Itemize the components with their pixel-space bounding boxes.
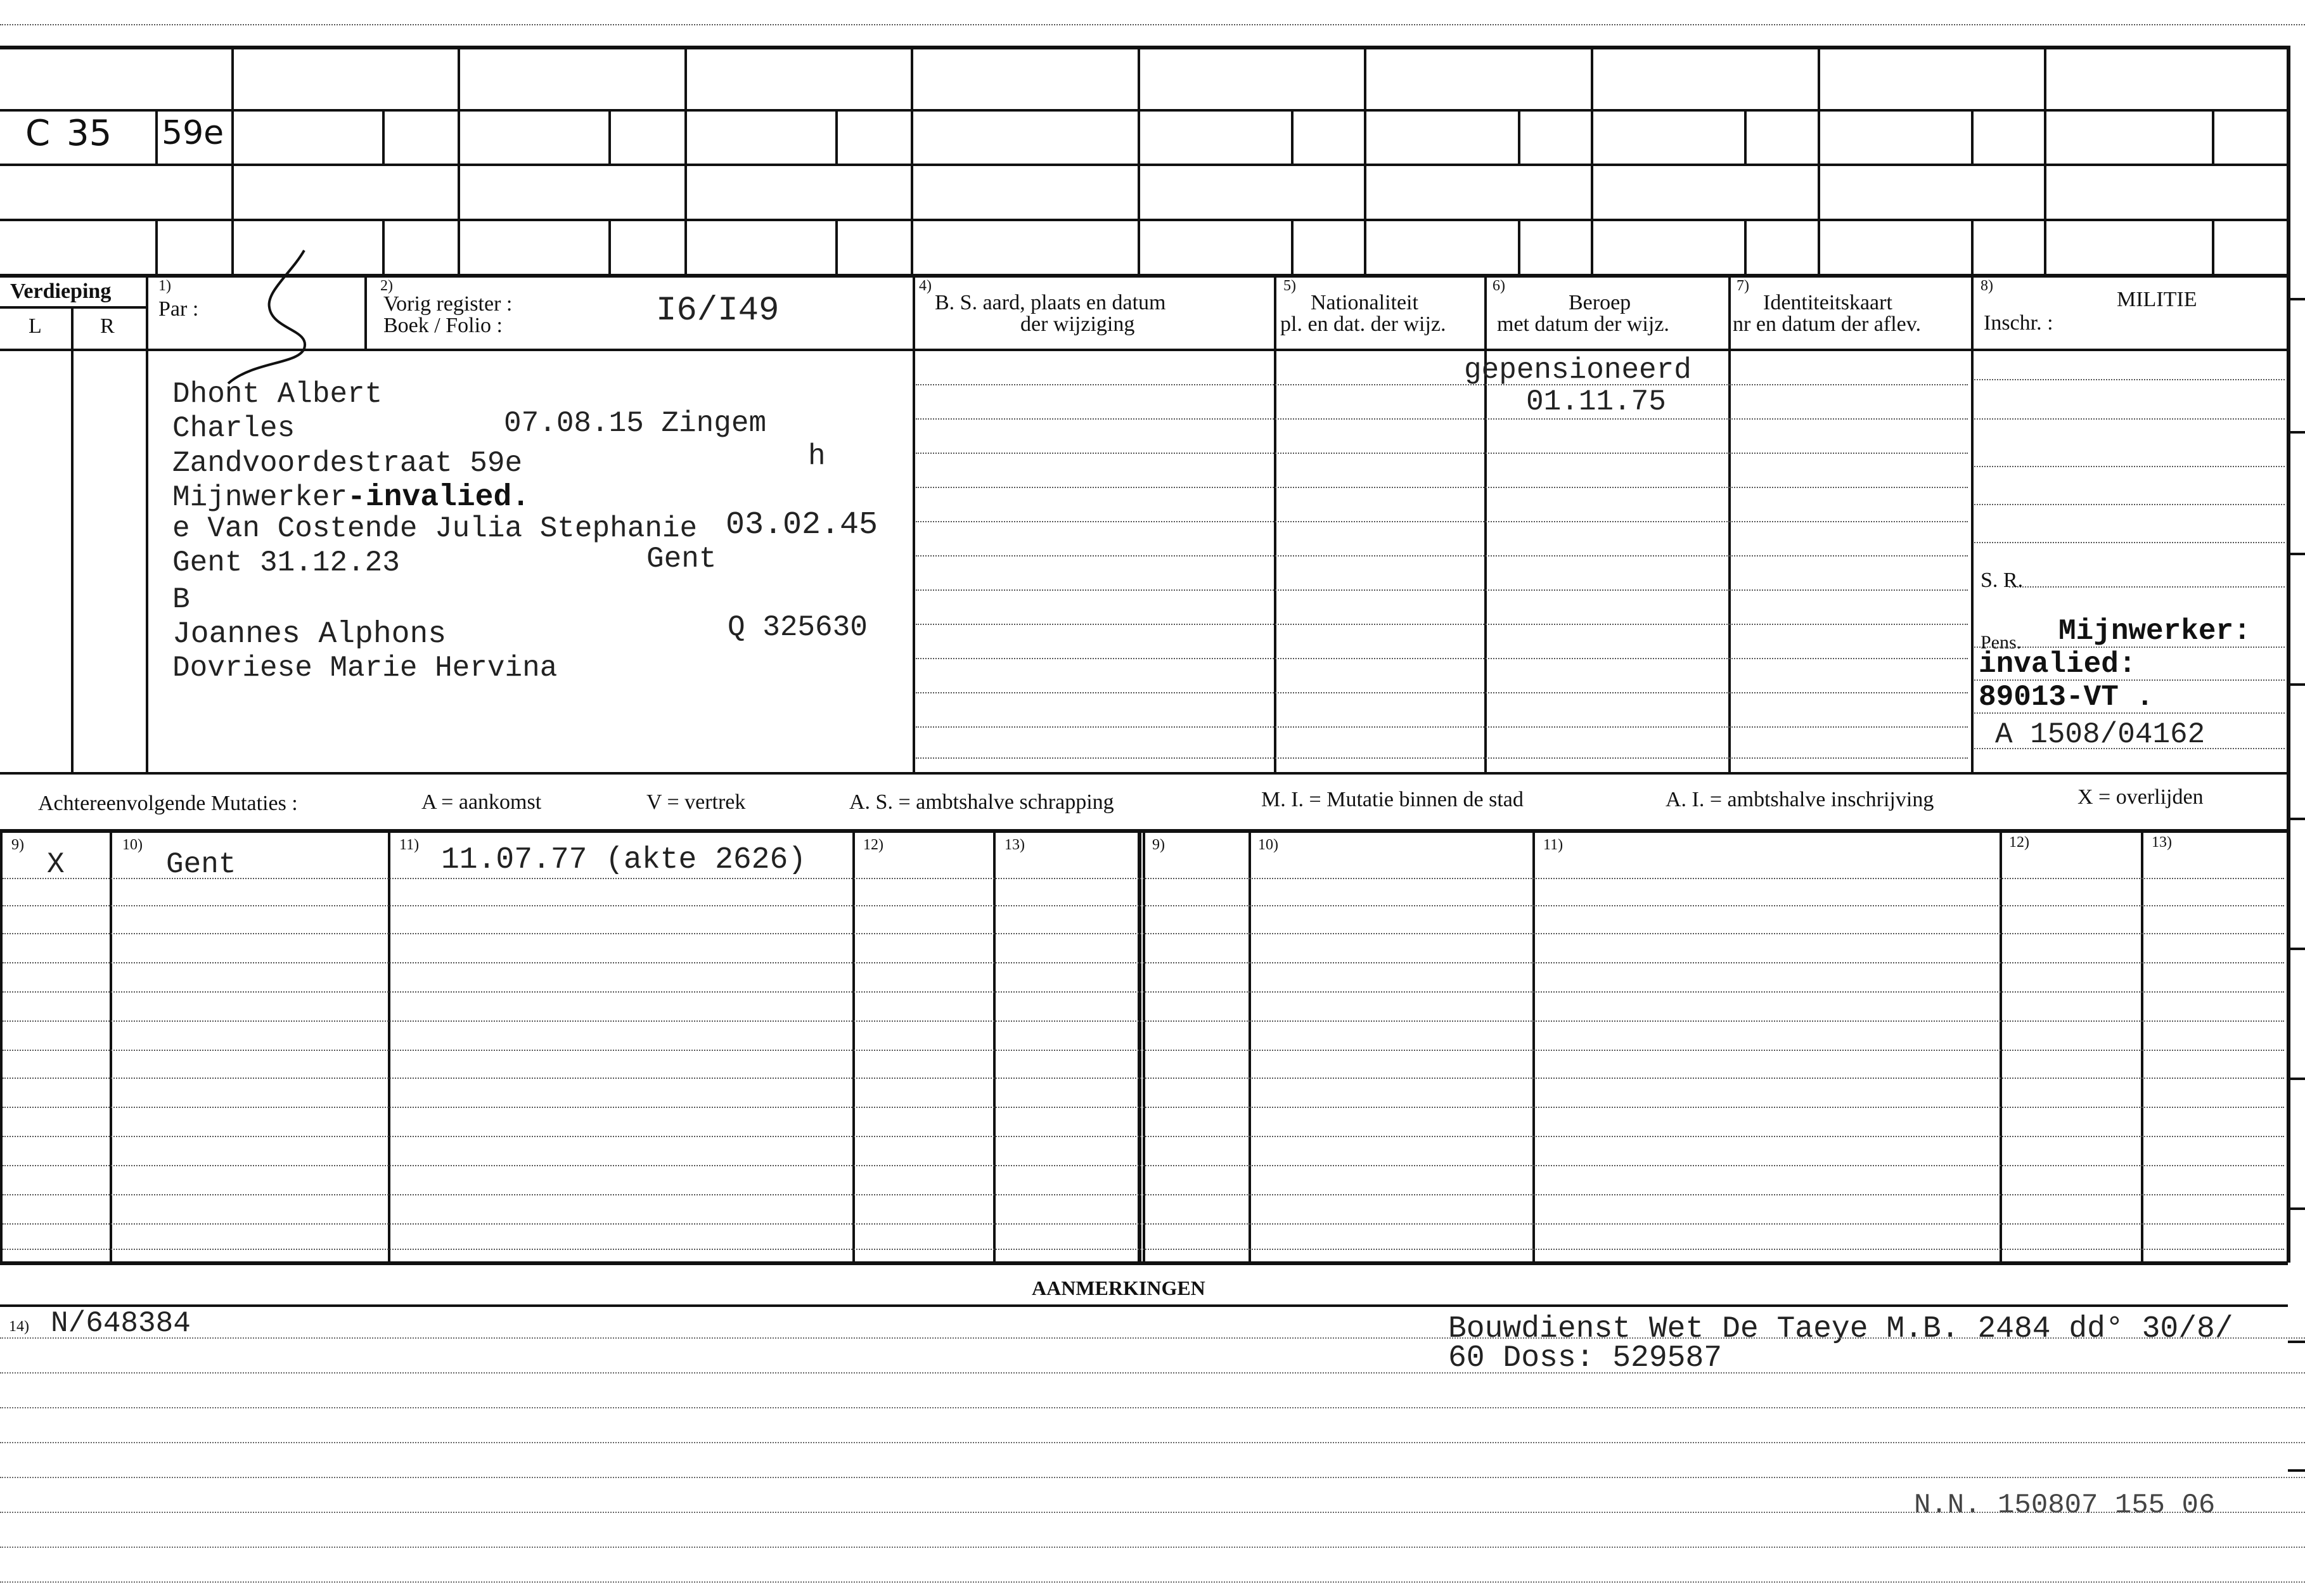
header-identiteitskaart: Identiteitskaart [1763,291,1892,314]
header-bottom-line [0,349,2288,351]
militie-sr: S. R. [1981,569,2024,592]
person-name: Dhont Albert [172,378,383,411]
person-marriage-date: 03.02.45 [726,507,878,543]
grid-col [1818,46,1820,274]
mutaties-title: Achtereenvolgende Mutaties : [38,792,298,815]
header-nationaliteit: Nationaliteit [1311,291,1418,314]
header-verdieping: Verdieping [10,280,112,303]
header-par: Par : [158,297,199,321]
person-spouse: e Van Costende Julia Stephanie [172,512,698,545]
aanmerkingen-title: AANMERKINGEN [1032,1277,1205,1299]
mutatie-place: Gent [166,848,236,881]
handwritten-mark [215,247,317,393]
person-birth: 07.08.15 Zingem [504,407,767,440]
mutatie-date: 11.07.77 (akte 2626) [441,843,807,877]
grid-bottom-line [0,274,2288,278]
mutaties-bottom-line [0,1261,2288,1265]
militie-ref: A 1508/04162 [1995,718,2205,751]
beroep-value: gepensioneerd [1464,354,1692,387]
nn-number: N.N. 150807 155 06 [1914,1490,2216,1521]
section-bottom-line [0,772,2288,775]
code-letter: C [25,113,51,154]
person-father: Joannes Alphons [172,617,447,652]
col-l-r-divider [71,306,74,772]
militie-pens-1: Mijnwerker: [2058,615,2251,648]
grid-line [0,109,2288,112]
col-divider [146,274,148,772]
header-inschr: Inschr. : [1984,311,2053,335]
top-edge [0,24,2305,25]
col-divider [1274,274,1276,772]
mutatie-type: X [47,848,65,881]
person-occupation: Mijnwerker-invalied. [172,480,530,515]
grid-line [0,219,2288,221]
header-l: L [29,314,42,338]
grid-right-edge [2287,46,2290,274]
register-value: I6/I49 [656,292,780,330]
person-firstname: Charles [172,412,295,445]
grid-col [1364,46,1366,274]
header-boek-folio: Boek / Folio : [383,314,503,337]
grid-col [684,46,687,274]
grid-col [911,46,913,274]
person-id: Q 325630 [728,611,868,644]
col-divider [1971,274,1974,772]
aanmerkingen-line [0,1304,2288,1307]
person-spouse-birth: Gent 31.12.23 [172,546,400,579]
militie-pens-2: invalied: [1979,648,2136,681]
col-divider [913,274,915,772]
aanmerking-number: N/648384 [51,1307,191,1340]
header-militie: MILITIE [2117,288,2197,311]
person-spouse-place: Gent [646,543,717,576]
person-address: Zandvoordestraat 59e [172,447,523,480]
person-letter: B [172,583,190,616]
right-edge [2287,274,2290,1263]
grid-col [1591,46,1593,274]
header-r: R [100,314,115,338]
col-divider [1484,274,1487,772]
militie-pens-3: 89013-VT . [1979,681,2154,714]
grid-col [231,46,234,274]
militie-pens-label: Pens. [1981,632,2022,653]
grid-line [0,164,2288,166]
grid-col [2044,46,2046,274]
code-house-number: 59e [162,114,224,152]
header-beroep: Beroep [1569,291,1631,314]
header-bs: B. S. aard, plaats en datum [935,291,1166,314]
person-mark: h [808,440,826,473]
aanmerking-note-1: Bouwdienst Wet De Taeye M.B. 2484 dd° 30/8/ [1448,1312,2233,1346]
beroep-date: 01.11.75 [1526,385,1666,418]
grid-col [458,46,460,274]
grid-top-line [0,46,2288,49]
aanmerking-note-2: 60 Doss: 529587 [1448,1341,1723,1375]
grid-col [1138,46,1140,274]
col-divider [1728,274,1731,772]
code-number: 35 [67,113,112,154]
person-mother: Dovriese Marie Hervina [172,652,558,685]
header-vorig-register: Vorig register : [383,292,513,316]
